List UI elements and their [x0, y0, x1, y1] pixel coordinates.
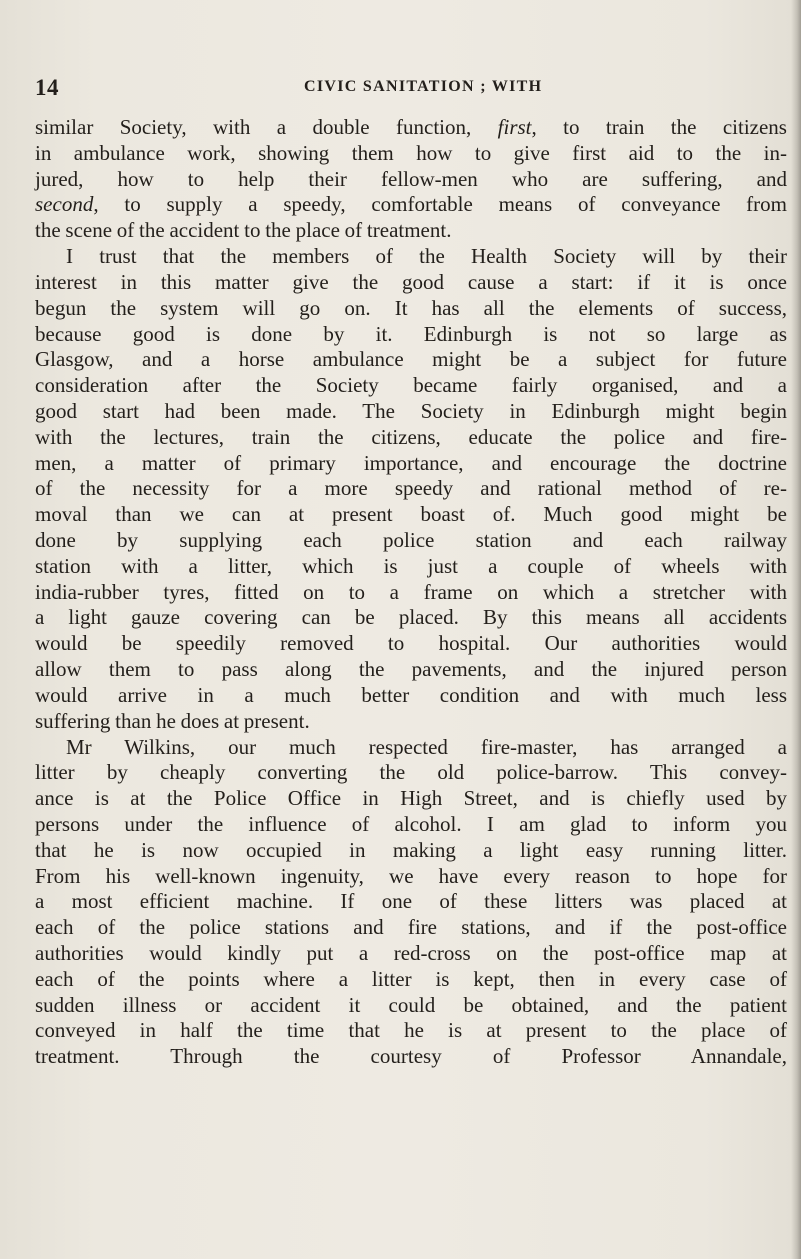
text-span: From his well-known ingenuity, we have every reason to hope for: [35, 863, 787, 888]
text-line: [35, 270, 787, 296]
text-span: I trust that the members of the Health Society will by their: [66, 244, 787, 269]
page-number: 14: [35, 75, 59, 100]
text-span: the scene of the accident to the place of treatment.: [35, 218, 452, 243]
page-edge-shadow: [791, 0, 801, 1259]
text-span: interest in this matter give the good cause a start: if it is once: [35, 269, 787, 294]
text-span: that he is now occupied in making a light easy running litter.: [35, 837, 787, 862]
text-span: of the necessity for a more speedy and rational method of re-: [35, 476, 787, 501]
text-line: [35, 502, 787, 528]
text-span: litter by cheaply converting the old police-barrow. This convey-: [35, 760, 787, 785]
text-line: [35, 528, 787, 554]
text-span: conveyed in half the time that he is at present to the place of: [35, 1018, 787, 1043]
text-line: [35, 218, 787, 244]
text-span: done by supplying each police station and each railway: [35, 528, 787, 552]
text-line: [35, 580, 787, 606]
text-span: , to train the citizens: [531, 115, 787, 139]
text-span: with the lectures, train the citizens, educate the police and fire-: [35, 424, 787, 449]
text-span: similar Society, with a double function,: [35, 115, 498, 139]
text-span: consideration after the Society became fairly organised, and a: [35, 373, 787, 398]
text-line: [35, 889, 787, 915]
text-line: [35, 812, 787, 838]
text-line: [35, 657, 787, 683]
running-head: CIVIC SANITATION ; WITH: [304, 78, 543, 95]
text-span: men, a matter of primary importance, and encourage the doctrine: [35, 450, 787, 475]
text-span: Mr Wilkins, our much respected fire-master, has arranged a: [66, 734, 787, 759]
text-line: [35, 631, 787, 657]
text-span: treatment. Through the courtesy of Professor Annandale,: [35, 1044, 787, 1069]
text-line: [35, 1044, 787, 1070]
text-span: a most efficient machine. If one of these litters was placed at: [35, 889, 787, 914]
text-line: [35, 322, 787, 348]
text-span: moval than we can at present boast of. Much good might be: [35, 502, 787, 527]
text-span: station with a litter, which is just a couple of wheels with: [35, 553, 787, 578]
text-line: [35, 993, 787, 1019]
text-line: [35, 760, 787, 786]
text-span: , to supply a speedy, comfortable means of conveyance from: [93, 192, 787, 217]
text-span: persons under the influence of alcohol. I am glad to inform you: [35, 811, 787, 836]
text-line: [35, 451, 787, 477]
text-line: [35, 347, 787, 373]
italic-text: first: [497, 115, 532, 139]
text-line: [35, 683, 787, 709]
text-span: would arrive in a much better condition and with much less: [35, 682, 787, 707]
text-span: india-rubber tyres, fitted on to a frame on which a stretcher with: [35, 579, 787, 604]
body-text: [35, 115, 787, 1070]
page-header: [0, 75, 801, 105]
text-line: [35, 554, 787, 580]
text-line: [35, 296, 787, 322]
text-line: [35, 141, 787, 167]
text-span: allow them to pass along the pavements, and the injured person: [35, 657, 787, 682]
text-line: [35, 967, 787, 993]
text-span: begun the system will go on. It has all the elements of success,: [35, 295, 787, 320]
text-span: a light gauze covering can be placed. By this means all accidents: [35, 605, 787, 630]
text-span: ance is at the Police Office in High Street, and is chiefly used by: [35, 786, 787, 811]
text-span: good start had been made. The Society in Edinburgh might begin: [35, 398, 787, 423]
text-line: [35, 373, 787, 399]
text-span: authorities would kindly put a red-cross on the post-office map at: [35, 941, 787, 965]
text-line: [35, 476, 787, 502]
text-line: [35, 735, 787, 761]
text-line: [35, 941, 787, 967]
text-line: [35, 115, 787, 141]
text-span: jured, how to help their fellow-men who are suffering, and: [35, 166, 787, 191]
text-span: Glasgow, and a horse ambulance might be a subject for future: [35, 347, 787, 372]
text-line: [35, 915, 787, 941]
text-line: [35, 192, 787, 218]
text-line: [35, 786, 787, 812]
text-span: sudden illness or accident it could be obtained, and the patient: [35, 992, 787, 1017]
text-line: [35, 244, 787, 270]
text-line: [35, 605, 787, 631]
italic-text: second: [35, 192, 94, 217]
text-line: [35, 864, 787, 890]
text-span: each of the police stations and fire stations, and if the post-office: [35, 915, 787, 940]
text-span: suffering than he does at present.: [35, 708, 310, 733]
text-line: [35, 399, 787, 425]
text-span: in ambulance work, showing them how to give first aid to the in-: [35, 140, 787, 165]
text-line: [35, 838, 787, 864]
text-span: each of the points where a litter is kept, then in every case of: [35, 966, 787, 991]
text-span: would be speedily removed to hospital. Our authorities would: [35, 631, 787, 656]
text-line: [35, 167, 787, 193]
text-line: [35, 1018, 787, 1044]
text-span: because good is done by it. Edinburgh is not so large as: [35, 321, 787, 346]
text-line: [35, 425, 787, 451]
text-line: [35, 709, 787, 735]
